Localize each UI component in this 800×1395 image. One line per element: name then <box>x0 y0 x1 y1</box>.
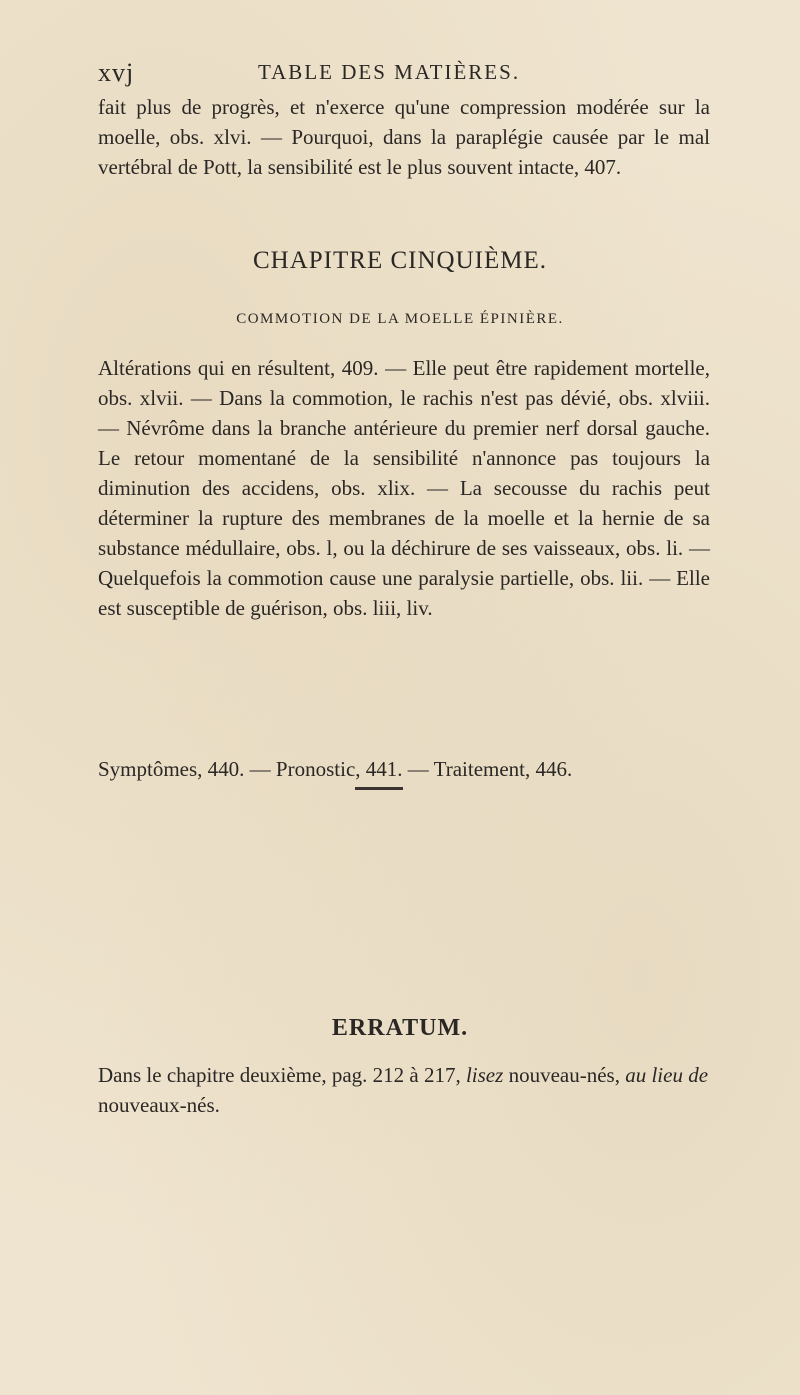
section-rule <box>355 787 403 790</box>
chapter-title: CHAPITRE CINQUIÈME. <box>253 247 547 274</box>
erratum-text-part1: Dans le chapitre deuxième, pag. 212 à 217, <box>98 1063 466 1087</box>
erratum-text <box>98 1060 718 1120</box>
erratum-text-part2: nouveau-nés, <box>503 1063 626 1087</box>
toc-paragraph-1: fait plus de progrès, et n'exerce qu'une compression modérée sur la moelle, obs. xlvi. — Pourquoi, dans la paraplégie causée par le mal vertébral de Pott, la sensibilité est le plus souvent intacte, 407. <box>98 95 710 179</box>
page-number: xvj <box>98 58 135 87</box>
toc-paragraph-3: Symptômes, 440. — Pronostic, 441. — Traitement, 446. <box>98 757 573 781</box>
toc-paragraph-2: Altérations qui en résultent, 409. — Elle peut être rapidement mortelle, obs. xlvii. — Dans la commotion, le rachis n'est pas dévié, obs. xlviii. — Névrôme dans la branche antérieure du premier nerf dorsal gauche. Le retour momentané de la sensibilité n'annonce pas toujours la diminution des accidens, obs. xlix. — La secousse du rachis peut déterminer la rupture des membranes de la moelle et la hernie de sa substance médullaire, obs. l, ou la déchirure de ses vaisseaux, obs. li. — Quelquefois la commotion cause une paralysie partielle, obs. lii. — Elle est susceptible de guérison, obs. liii, liv. <box>98 356 710 620</box>
running-title: TABLE DES MATIÈRES. <box>258 60 521 84</box>
chapter-subtitle: COMMOTION DE LA MOELLE ÉPINIÈRE. <box>236 311 564 327</box>
erratum-italic-lisez: lisez <box>465 1063 504 1087</box>
erratum-italic-au-lieu-de: au lieu de <box>625 1063 709 1087</box>
erratum-text-part3: nouveaux-nés. <box>98 1093 220 1117</box>
page-header <box>98 58 710 88</box>
erratum-title: ERRATUM. <box>331 1015 469 1041</box>
